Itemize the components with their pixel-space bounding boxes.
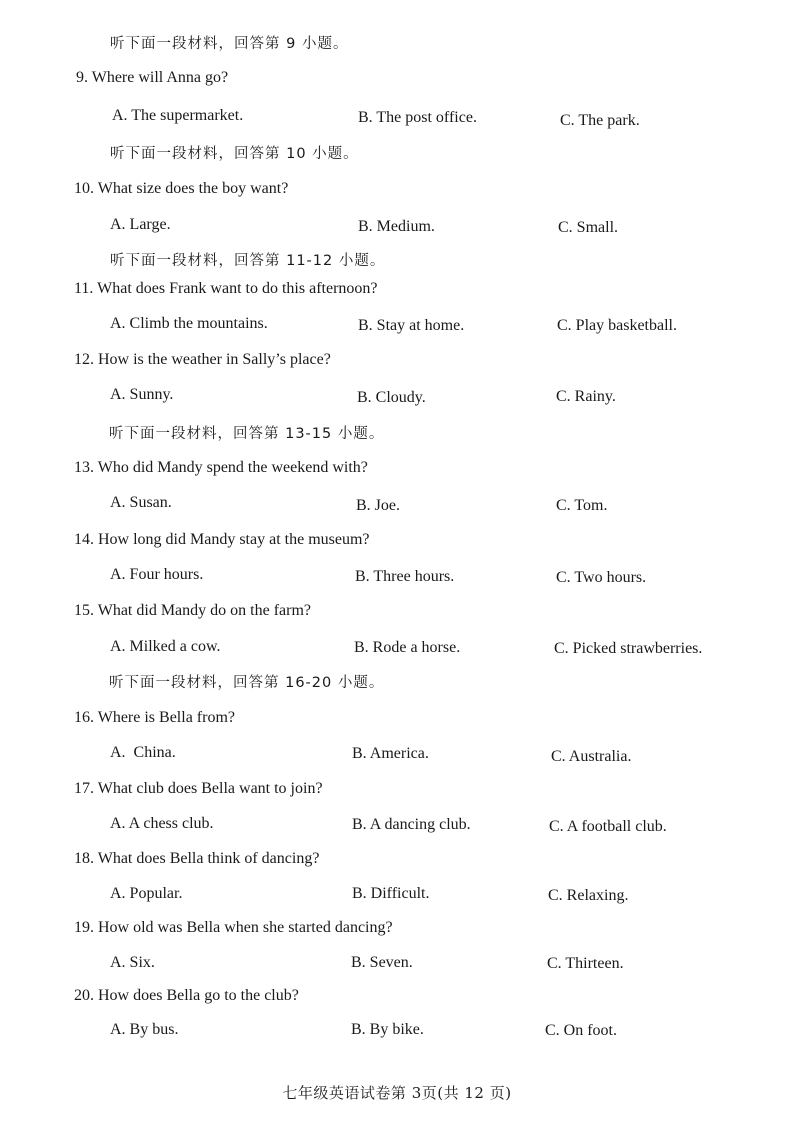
question-19 bbox=[74, 918, 393, 938]
option-c: C. The park. bbox=[560, 112, 640, 129]
question-text: How does Bella go to the club? bbox=[98, 987, 299, 1004]
option-c: C. Thirteen. bbox=[547, 955, 624, 972]
option-c: C. Small. bbox=[558, 219, 619, 236]
section-instruction: 听下面一段材料，回答第 13-15 小题。 bbox=[109, 426, 385, 442]
question-number: 16. bbox=[74, 709, 94, 726]
question-18 bbox=[74, 849, 319, 869]
question-12 bbox=[74, 350, 331, 370]
option-c: C. Picked strawberries. bbox=[554, 640, 703, 657]
section-instruction: 听下面一段材料，回答第 16-20 小题。 bbox=[109, 675, 385, 691]
question-text: How old was Bella when she started dancing? bbox=[98, 919, 393, 936]
question-17 bbox=[74, 779, 323, 799]
page-footer: 七年级英语试卷第 3页(共 12 页) bbox=[282, 1084, 512, 1102]
option-a: A. Sunny. bbox=[110, 386, 174, 403]
question-15 bbox=[74, 601, 311, 621]
option-a: A. Six. bbox=[110, 954, 155, 971]
section-instruction: 听下面一段材料，回答第 11-12 小题。 bbox=[110, 253, 386, 269]
option-a: A. China. bbox=[110, 744, 176, 761]
question-9 bbox=[76, 68, 228, 88]
option-b: B. Medium. bbox=[358, 218, 435, 235]
question-13 bbox=[74, 458, 368, 478]
option-a: A. Large. bbox=[110, 216, 171, 233]
option-c: C. Tom. bbox=[556, 497, 608, 514]
question-text: How is the weather in Sally’s place? bbox=[98, 351, 331, 368]
option-b: B. A dancing club. bbox=[352, 816, 471, 833]
option-a: A. Milked a cow. bbox=[110, 638, 221, 655]
option-a: A. Climb the mountains. bbox=[110, 315, 268, 332]
question-number: 13. bbox=[74, 459, 94, 476]
question-number: 19. bbox=[74, 919, 94, 936]
option-c: C. On foot. bbox=[545, 1022, 617, 1039]
section-instruction: 听下面一段材料，回答第 9 小题。 bbox=[110, 36, 349, 52]
question-text: Who did Mandy spend the weekend with? bbox=[97, 459, 368, 476]
question-number: 18. bbox=[74, 850, 94, 867]
option-a: A. The supermarket. bbox=[112, 107, 244, 124]
question-number: 11. bbox=[74, 280, 94, 297]
question-text: What does Bella think of dancing? bbox=[97, 850, 320, 867]
option-c: C. Relaxing. bbox=[548, 887, 629, 904]
option-a: A. Susan. bbox=[110, 494, 172, 511]
option-b: B. Rode a horse. bbox=[354, 639, 461, 656]
question-text: What club does Bella want to join? bbox=[97, 780, 323, 797]
option-b: B. Seven. bbox=[351, 954, 413, 971]
option-c: C. Two hours. bbox=[556, 569, 647, 586]
question-number: 14. bbox=[74, 531, 94, 548]
question-20 bbox=[74, 986, 299, 1006]
option-a: A. Four hours. bbox=[110, 566, 204, 583]
question-text: What does Frank want to do this afternoon? bbox=[97, 280, 378, 297]
option-a: A. A chess club. bbox=[110, 815, 214, 832]
option-a: A. By bus. bbox=[110, 1021, 179, 1038]
question-11 bbox=[74, 279, 378, 299]
question-text: Where is Bella from? bbox=[97, 709, 235, 726]
section-instruction: 听下面一段材料，回答第 10 小题。 bbox=[110, 146, 359, 162]
question-number: 10. bbox=[74, 180, 94, 197]
question-10 bbox=[74, 179, 288, 199]
question-number: 17. bbox=[74, 780, 94, 797]
option-c: C. Australia. bbox=[551, 748, 632, 765]
question-text: What size does the boy want? bbox=[97, 180, 289, 197]
option-b: B. Stay at home. bbox=[358, 317, 465, 334]
question-number: 20. bbox=[74, 987, 94, 1004]
question-text: How long did Mandy stay at the museum? bbox=[98, 531, 370, 548]
question-number: 12. bbox=[74, 351, 94, 368]
question-number: 9. bbox=[76, 69, 88, 86]
question-number: 15. bbox=[74, 602, 94, 619]
option-b: B. Cloudy. bbox=[357, 389, 426, 406]
question-14 bbox=[74, 530, 370, 550]
option-b: B. America. bbox=[352, 745, 429, 762]
option-b: B. Difficult. bbox=[352, 885, 430, 902]
question-text: Where will Anna go? bbox=[91, 69, 229, 86]
option-b: B. Three hours. bbox=[355, 568, 455, 585]
question-16 bbox=[74, 708, 235, 728]
option-c: C. Play basketball. bbox=[557, 317, 677, 334]
option-b: B. By bike. bbox=[351, 1021, 424, 1038]
option-c: C. Rainy. bbox=[556, 388, 616, 405]
option-b: B. The post office. bbox=[358, 109, 477, 126]
question-text: What did Mandy do on the farm? bbox=[97, 602, 311, 619]
option-a: A. Popular. bbox=[110, 885, 183, 902]
option-b: B. Joe. bbox=[356, 497, 400, 514]
option-c: C. A football club. bbox=[549, 818, 667, 835]
